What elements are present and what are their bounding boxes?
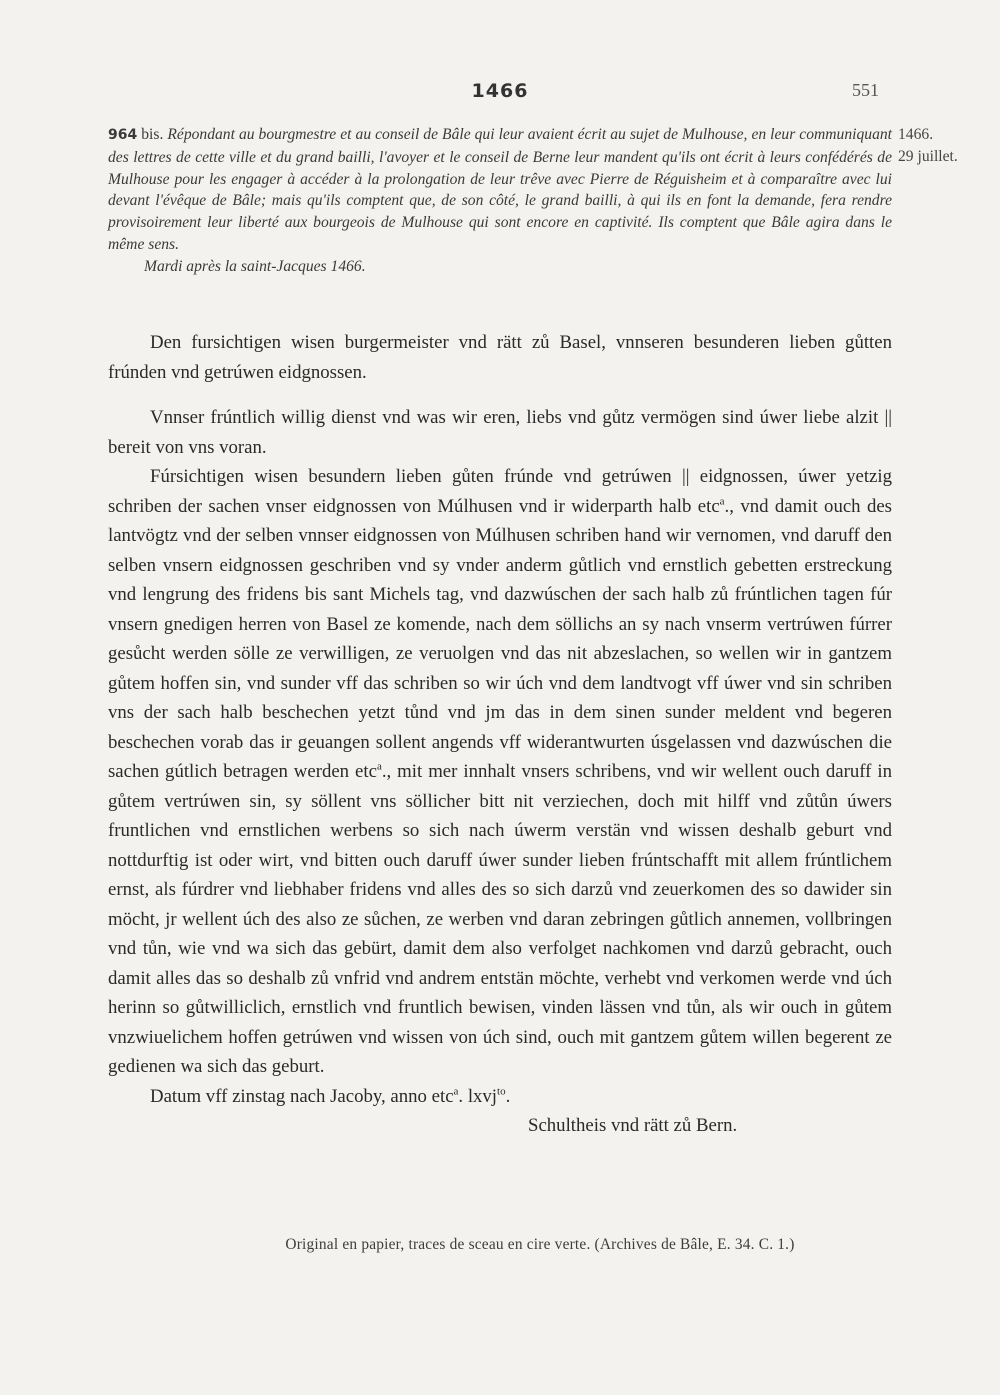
- letter-signature: Schultheis vnd rätt zů Bern.: [528, 1115, 738, 1136]
- dating-superscript-to: to: [497, 1085, 506, 1098]
- dating-part-3: .: [505, 1085, 511, 1107]
- dating-superscript-a: a: [453, 1085, 459, 1098]
- dating-part-1: Datum vff zinstag nach Jacoby, anno etc: [150, 1085, 454, 1107]
- margin-date: 29 juillet.: [898, 147, 958, 165]
- margin-date-note: [898, 124, 998, 168]
- superscript-a-2: a: [376, 760, 382, 773]
- page-number: 551: [852, 80, 879, 100]
- summary-text: Répondant au bourgmestre et au conseil de Bâle qui leur avaient écrit au sujet de Mulhouse, en leur communiquant des lettres de cette ville et du grand bailli, l'avoyer et le conseil de Berne leur mandent qu'ils ont écrit à leurs confédérés de Mulhouse pour les engager à accéder à la prolongation de leur trêve avec Pierre de Réguisheim et à comparaître avec lui devant l'évêque de Bâle; mais qu'ils comptent que, de son côté, le grand bailli, à qui ils en font la demande, fera rendre provisoirement leur liberté aux bourgeois de Mulhouse qui sont encore en captivité. Ils comptent que Bâle agira dans le même sens.: [108, 126, 892, 253]
- letter-body-part-1: Fúrsichtigen wisen besundern lieben gůten frúnde vnd getrúwen || eidgnossen, úwer yetzig schriben der sachen vnser eidgnossen von Múlhusen vnd ir widerparth halb etc: [108, 466, 892, 517]
- entry-suffix: bis.: [137, 126, 164, 143]
- margin-year: 1466.: [898, 126, 934, 143]
- letter-body-part-3: ., mit mer innhalt vnsers schribens, vnd wir wellent ouch daruff in gůtem vertrúwen sin, sy söllent vns söllicher bitt nit verziechen, doch mit hilff vnd zůtůn úwers fruntlichen vnd ernstlichen werbens so sich nach úwerm verstän vnd wissen deshalb geburt vnd nottdurftig ist oder wirt, vnd bitten ouch daruff úwer sunder lieben frúntschafft mit allem frúntlichem ernst, als fúrdrer vnd liebhaber fridens vnd alles des so sich darzů vnd zeuerkomen des so dawider sin möcht, jr wellent úch des also ze sůchen, ze werben vnd daran zebringen gůtlich annemen, vollbringen vnd tůn, wie vnd wa sich das gebürt, damit dem also verfolget nachkomen vnd darzů gebracht, ouch damit alles das so deshalb zů vnfrid vnd andrem entstän möchte, verhebt vnd verkomen werde vnd úch herinn so gůtwilliclich, ernstlich vnd fruntlich bewisen, vinden lässen vnd tůn, als wir ouch in gůtem vnzwiuelichem hoffen getrúwen vnd wissen von úch sind, ouch mit gantzem gůtem willen begerent ze gedienen wa sich das geburt.: [108, 761, 892, 1077]
- entry-summary: [108, 124, 892, 278]
- entry-number: 964: [108, 127, 138, 143]
- summary-date-line: Mardi après la saint-Jacques 1466.: [144, 257, 366, 275]
- letter-dating: [108, 1082, 892, 1112]
- letter-text: [108, 328, 892, 1141]
- letter-address: Den fursichtigen wisen burgermeister vnd rätt zů Basel, vnnseren besunderen lieben gůtten frúnden vnd getrúwen eidgnossen.: [108, 332, 892, 383]
- dating-part-2: . lxvj: [458, 1085, 498, 1107]
- letter-body: [108, 462, 892, 1082]
- running-header-year: 1466: [471, 80, 529, 102]
- superscript-a-1: a: [719, 495, 725, 508]
- letter-body-part-2: ., vnd damit ouch des lantvögtz vnd der selben vnnser eidgnossen von Múlhusen schriben hand wir vernomen, vnd daruff den selben vnsern eidgnossen geschriben vnd sy vnder anderm gůtlich vnd ernstlich gebetten erstreckung vnd lengrung des fridens bis sant Michels tag, vnd dazwúschen der sach halb zů frúntlichen tagen fúr vnsern gnedigen herren von Basel ze komende, nach dem söllichs an sy nach vnserm vertrúwen fúrrer gesůcht werden sölle ze verwilligen, ze veruolgen vnd das nit abzeslachen, so wellen wir in gantzem gůtem hoffen sin, vnd sunder vff das schriben so wir úch vnd dem landtvogt vff úwer vnd sin schriben vns der sach halb beschechen yetzt tůnd vnd jm das in dem sinen sunder meldent vnd begeren beschechen vorab das ir geuangen sollent angends vff widerantwurten úsgelassen vnd dazwúschen die sachen gútlich betragen werden etc: [108, 495, 892, 782]
- letter-greeting: Vnnser frúntlich willig dienst vnd was wir eren, liebs vnd gůtz vermögen sind úwer liebe alzit || bereit von vns voran.: [108, 407, 892, 458]
- source-footnote: Original en papier, traces de sceau en cire verte. (Archives de Bâle, E. 34. C. 1.): [285, 1236, 795, 1253]
